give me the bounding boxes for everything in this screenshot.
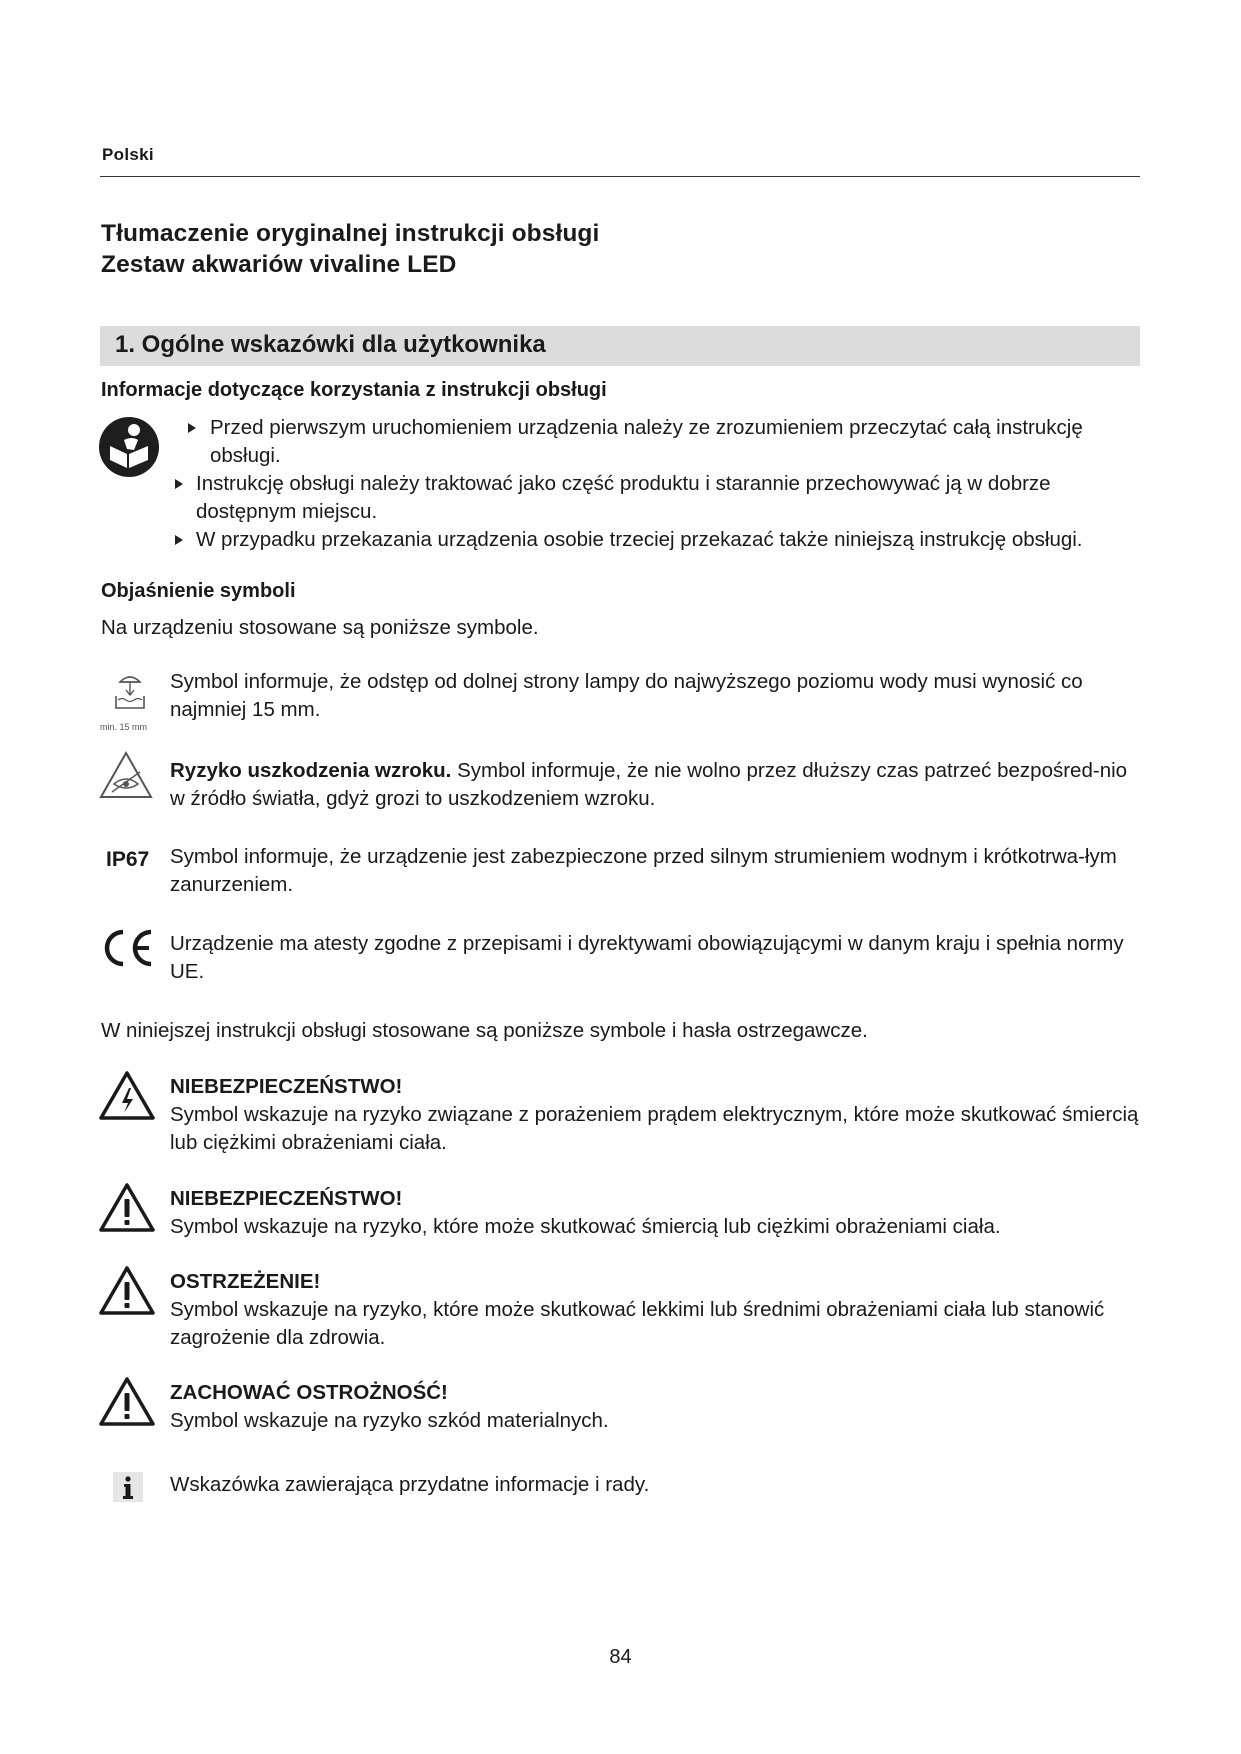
info-icon xyxy=(111,1470,145,1504)
document-subtitle: Zestaw akwariów vivaline LED xyxy=(101,251,457,278)
language-label: Polski xyxy=(102,145,154,164)
ip67-text: Symbol informuje, że urządzenie jest zabezpieczone przed silnym strumieniem wodnym i krótkotrwa-łym zanurzeniem. xyxy=(170,845,1117,896)
list-item: Instrukcję obsługi należy traktować jako część produktu i starannie przechowywać ją w dobrze dostępnym miejscu. xyxy=(172,470,1142,526)
page-number: 84 xyxy=(609,1646,632,1668)
list-item: Przed pierwszym uruchomieniem urządzenia należy ze zrozumieniem przeczytać całą instrukcję obsługi. xyxy=(172,414,1142,470)
ce-text: Urządzenie ma atesty zgodne z przepisami i dyrektywami obowiązującymi w danym kraju i spełnia normy UE. xyxy=(170,932,1124,983)
signal-item: OSTRZEŻENIE! Symbol wskazuje na ryzyko, które może skutkować lekkimi lub średnimi obrażeniami ciała lub stanowić zagrożenie dla zdrowia. xyxy=(170,1270,1105,1349)
water-distance-icon-label: min. 15 mm xyxy=(100,722,148,732)
eye-risk-text: Ryzyko uszkodzenia wzroku. Symbol informuje, że nie wolno przez dłuższy czas patrzeć bezpośred-nio w źródło światła, gdyż grozi to uszkodzeniem wzroku. xyxy=(170,759,1128,810)
symbols-intro: Na urządzeniu stosowane są poniższe symbole. xyxy=(101,616,539,639)
eye-damage-warning-icon xyxy=(98,750,154,800)
ip67-label: IP67 xyxy=(106,848,150,871)
water-distance-icon xyxy=(110,672,150,716)
symbols-heading: Objaśnienie symboli xyxy=(101,580,296,602)
read-manual-icon xyxy=(98,416,160,478)
signal-item: ZACHOWAĆ OSTROŻNOŚĆ! Symbol wskazuje na ryzyko szkód materialnych. xyxy=(170,1381,609,1432)
header-rule xyxy=(100,176,1140,177)
document-title: Tłumaczenie oryginalnej instrukcji obsługi xyxy=(101,220,600,247)
signal-item: NIEBEZPIECZEŃSTWO! Symbol wskazuje na ryzyko, które może skutkować śmiercią lub ciężkimi obrażeniami ciała. xyxy=(170,1187,1001,1238)
info-text: Wskazówka zawierająca przydatne informacje i rady. xyxy=(170,1473,650,1496)
min-distance-text: Symbol informuje, że odstęp od dolnej strony lampy do najwyższego poziomu wody musi wynosić co najmniej 15 mm. xyxy=(170,670,1083,721)
signal-item: NIEBEZPIECZEŃSTWO! Symbol wskazuje na ryzyko związane z porażeniem prądem elektrycznym, które może skutkować śmiercią lub ciężkimi obrażeniami ciała. xyxy=(170,1075,1139,1154)
warning-icon xyxy=(98,1265,156,1317)
caution-icon xyxy=(98,1376,156,1428)
ce-mark-icon xyxy=(101,926,155,970)
signals-intro: W niniejszej instrukcji obsługi stosowane są poniższe symbole i hasła ostrzegawcze. xyxy=(101,1019,868,1042)
manual-info-list xyxy=(172,414,1142,554)
danger-warning-icon xyxy=(98,1182,156,1234)
list-item: W przypadku przekazania urządzenia osobie trzeciej przekazać także niniejszą instrukcję obsługi. xyxy=(172,526,1142,554)
electric-shock-warning-icon xyxy=(98,1070,156,1122)
section-title: 1. Ogólne wskazówki dla użytkownika xyxy=(115,331,546,358)
manual-info-heading: Informacje dotyczące korzystania z instrukcji obsługi xyxy=(101,379,607,401)
